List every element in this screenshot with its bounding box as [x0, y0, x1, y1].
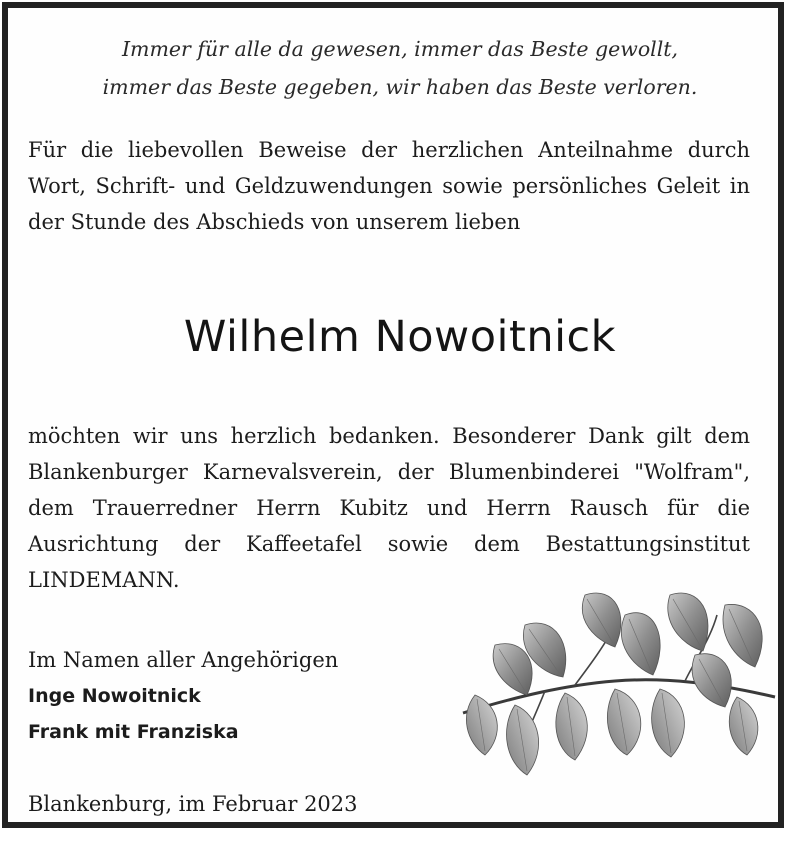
- motto-line: immer das Beste gegeben, wir haben das Beste verloren.: [102, 75, 698, 99]
- motto: [20, 30, 780, 106]
- deceased-name: Wilhelm Nowoitnick: [183, 312, 617, 362]
- signoff-lead: Im Namen aller Angehörigen: [28, 648, 339, 672]
- signoff: [28, 642, 338, 750]
- place-date: Blankenburg, im Februar 2023: [28, 792, 358, 816]
- intro-text: Für die liebevollen Beweise der herzlichen Anteilnahme durch Wort, Schrift- und Geldzuwendungen sowie persönliches Geleit in der Stunde des Abschieds von unserem lieben: [28, 138, 750, 234]
- signoff-name: Inge Nowoitnick: [28, 685, 201, 707]
- leaf-branch-icon: [455, 585, 783, 780]
- motto-line: Immer für alle da gewesen, immer das Beste gewollt,: [121, 37, 679, 61]
- signoff-name: Frank mit Franziska: [28, 721, 239, 743]
- thanks-text: möchten wir uns herzlich bedanken. Besonderer Dank gilt dem Blankenburger Karnevalsverein, der Blumenbinderei "Wolfram", dem Trauerredner Herrn Kubitz und Herrn Rausch für die Ausrichtung der Kaffeetafel sowie dem Bestattungsinstitut LINDEMANN.: [28, 424, 750, 592]
